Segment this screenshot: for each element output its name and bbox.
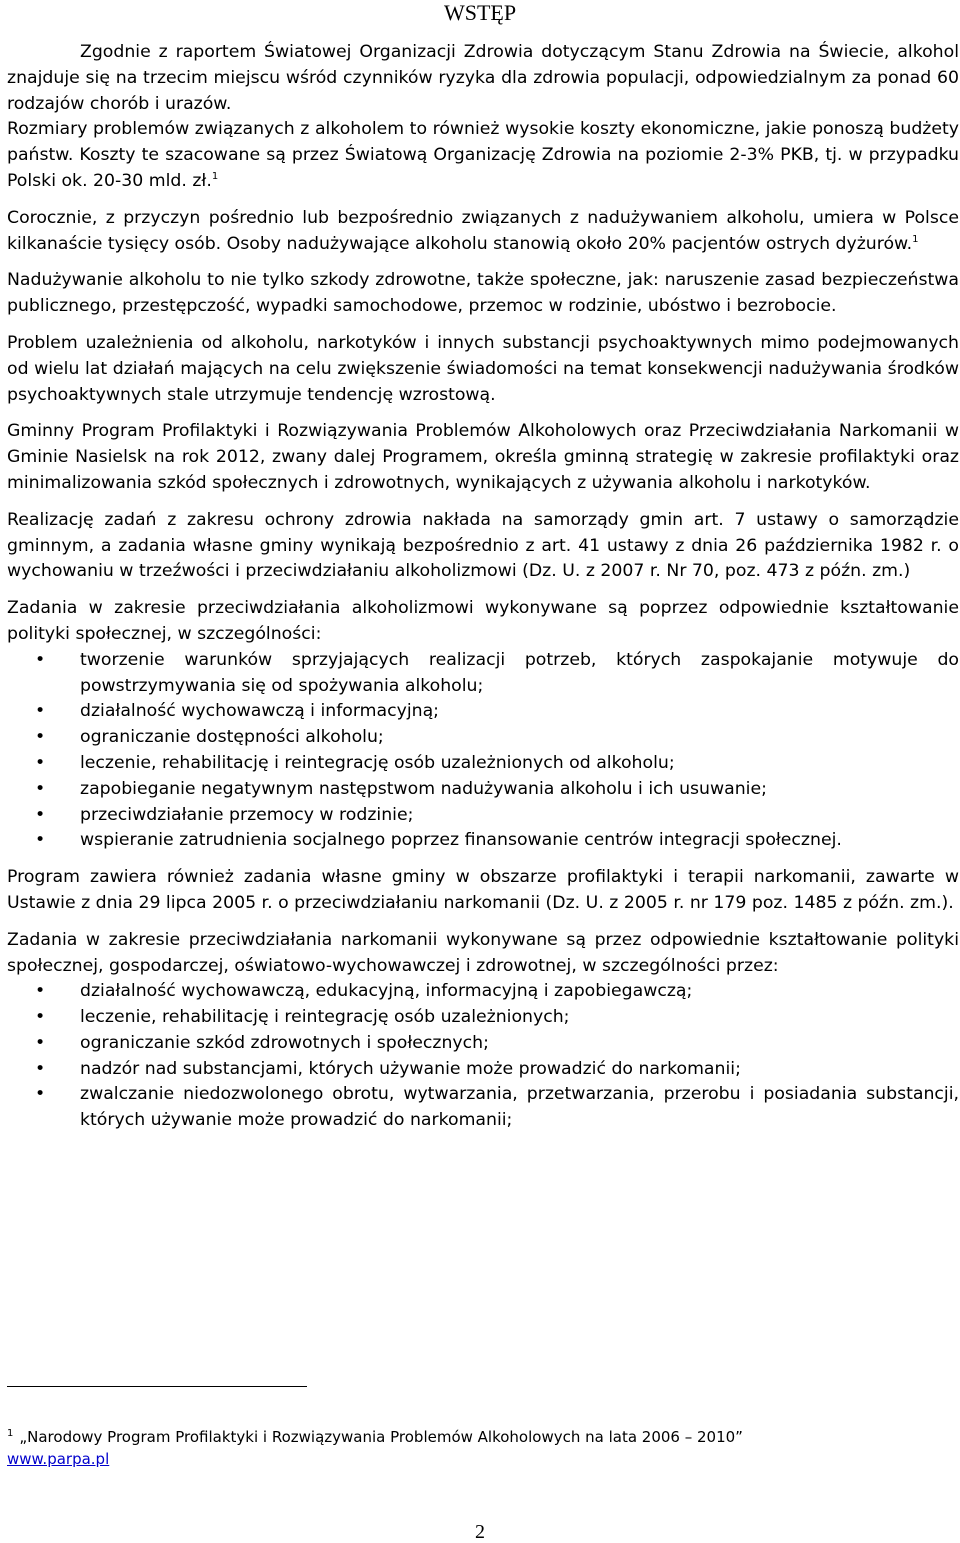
list-item: [7, 648, 959, 700]
page-number: 2: [475, 1521, 485, 1543]
paragraph-2-text: Corocznie, z przyczyn pośrednio lub bezpośrednio związanych z nadużywaniem alkoholu, umiera w Polsce kilkanaście tysięcy osób. Osoby nadużywające alkoholu stanowią około 20% pacjentów ostrych dyżurów.: [7, 207, 959, 254]
paragraph-2: [7, 206, 959, 258]
footnote-number: 1: [7, 1428, 14, 1439]
list-item: [7, 751, 959, 777]
list-item-text: ograniczanie dostępności alkoholu;: [80, 727, 384, 748]
footnote: [7, 1426, 947, 1470]
bullet-icon: •: [35, 804, 46, 825]
footnote-reference: 1: [912, 233, 919, 245]
list-item-text: zapobieganie negatywnym następstwom nadużywania alkoholu i ich usuwanie;: [80, 778, 767, 799]
list-item-text: leczenie, rehabilitację i reintegrację osób uzależnionych od alkoholu;: [80, 752, 675, 773]
paragraph-1a: Zgodnie z raportem Światowej Organizacji Zdrowia dotyczącym Stanu Zdrowia na Świecie, alkohol znajduje się na trzecim miejscu wśród czynników ryzyka dla zdrowia populacji, odpowiedzialnym za ponad 60 rodzajów chorób i urazów.: [7, 42, 959, 114]
list-item: [7, 979, 959, 1005]
paragraph-3: Nadużywanie alkoholu to nie tylko szkody zdrowotne, także społeczne, jak: naruszenie zasad bezpieczeństwa publicznego, przestępczość, wypadki samochodowe, przemoc w rodzinie, ubóstwo i bezrobocie.: [7, 270, 959, 317]
list-item-text: nadzór nad substancjami, których używanie może prowadzić do narkomanii;: [80, 1058, 741, 1079]
list-item: [7, 699, 959, 725]
bullet-icon: •: [35, 727, 46, 748]
list-item: [7, 1057, 959, 1083]
paragraph-1b-text: Rozmiary problemów związanych z alkoholem to również wysokie koszty ekonomiczne, jakie ponoszą budżety państw. Koszty te szacowane są przez Światową Organizację Zdrowia na poziomie 2-3% PKB, tj. w przypadku Polski ok. 20-30 mld. zł.: [7, 119, 959, 191]
list-item: [7, 1082, 959, 1134]
list-item: [7, 777, 959, 803]
list-item-text: przeciwdziałanie przemocy w rodzinie;: [80, 804, 414, 825]
list-item-text: zwalczanie niedozwolonego obrotu, wytwarzania, przetwarzania, przerobu i posiadania substancji, których używanie może prowadzić do narkomanii;: [80, 1084, 959, 1131]
bullet-icon: •: [35, 649, 46, 670]
document-body: [7, 40, 959, 1145]
bullet-icon: •: [35, 830, 46, 851]
list-item: [7, 803, 959, 829]
list-item-text: leczenie, rehabilitację i reintegrację osób uzależnionych;: [80, 1007, 570, 1028]
page-title: WSTĘP: [443, 0, 517, 25]
paragraph-9: Zadania w zakresie przeciwdziałania narkomanii wykonywane są przez odpowiednie kształtowanie polityki społecznej, gospodarczej, oświatowo-wychowawczej i zdrowotnej, w szczególności przez:: [7, 929, 959, 976]
list-item-text: działalność wychowawczą, edukacyjną, informacyjną i zapobiegawczą;: [80, 981, 693, 1002]
bullet-icon: •: [35, 752, 46, 773]
paragraph-6: Realizację zadań z zakresu ochrony zdrowia nakłada na samorządy gmin art. 7 ustawy o samorządzie gminnym, a zadania własne gminy wynikają bezpośrednio z art. 41 ustawy z dnia 26 października 1982 r. o wychowaniu w trzeźwości i przeciwdziałaniu alkoholizmowi (Dz. U. z 2007 r. Nr 70, poz. 473 z późn. zm.): [7, 509, 959, 582]
footnote-text: „Narodowy Program Profilaktyki i Rozwiązywania Problemów Alkoholowych na lata 2006 – 2010”: [19, 1428, 743, 1446]
bullet-icon: •: [35, 1007, 46, 1028]
list-item-text: tworzenie warunków sprzyjających realizacji potrzeb, których zaspokajanie motywuje do powstrzymywania się od spożywania alkoholu;: [80, 649, 959, 696]
footnote-link-line: [7, 1448, 947, 1470]
paragraph-1b: [7, 117, 959, 194]
list-item: [7, 725, 959, 751]
footnote-link[interactable]: www.parpa.pl: [7, 1450, 110, 1468]
drug-tasks-list: [7, 979, 959, 1134]
footnote-reference: 1: [211, 171, 219, 183]
paragraph-4: Problem uzależnienia od alkoholu, narkotyków i innych substancji psychoaktywnych mimo podejmowanych od wielu lat działań mających na celu zwiększenie świadomości na temat konsekwencji nadużywania środków psychoaktywnych stale utrzymuje tendencję wzrostową.: [7, 332, 959, 405]
list-item: [7, 828, 959, 854]
intro-paragraph: [7, 40, 959, 195]
paragraph-7: Zadania w zakresie przeciwdziałania alkoholizmowi wykonywane są poprzez odpowiednie kształtowanie polityki społecznej, w szczególności:: [7, 598, 959, 644]
list-item-text: ograniczanie szkód zdrowotnych i społecznych;: [80, 1032, 489, 1053]
footnote-line: [7, 1426, 947, 1448]
paragraph-5: Gminny Program Profilaktyki i Rozwiązywania Problemów Alkoholowych oraz Przeciwdziałania Narkomanii w Gminie Nasielsk na rok 2012, zwany dalej Programem, określa gminną strategię w zakresie profilaktyki oraz minimalizowania szkód społecznych i zdrowotnych, wynikających z używania alkoholu i narkotyków.: [7, 421, 959, 493]
bullet-icon: •: [35, 778, 46, 799]
bullet-icon: •: [35, 1084, 46, 1105]
footnote-divider: [7, 1386, 307, 1387]
bullet-icon: •: [35, 701, 46, 722]
list-item: [7, 1031, 959, 1057]
list-item: [7, 1005, 959, 1031]
bullet-icon: •: [35, 1058, 46, 1079]
bullet-icon: •: [35, 1032, 46, 1053]
alcohol-tasks-list: [7, 648, 959, 854]
paragraph-8: Program zawiera również zadania własne gminy w obszarze profilaktyki i terapii narkomanii, zawarte w Ustawie z dnia 29 lipca 2005 r. o przeciwdziałaniu narkomanii (Dz. U. z 2005 r. nr 179 poz. 1485 z późn. zm.).: [7, 867, 959, 913]
list-item-text: wspieranie zatrudnienia socjalnego poprzez finansowanie centrów integracji społecznej.: [80, 830, 842, 851]
list-item-text: działalność wychowawczą i informacyjną;: [80, 701, 439, 722]
bullet-icon: •: [35, 981, 46, 1002]
